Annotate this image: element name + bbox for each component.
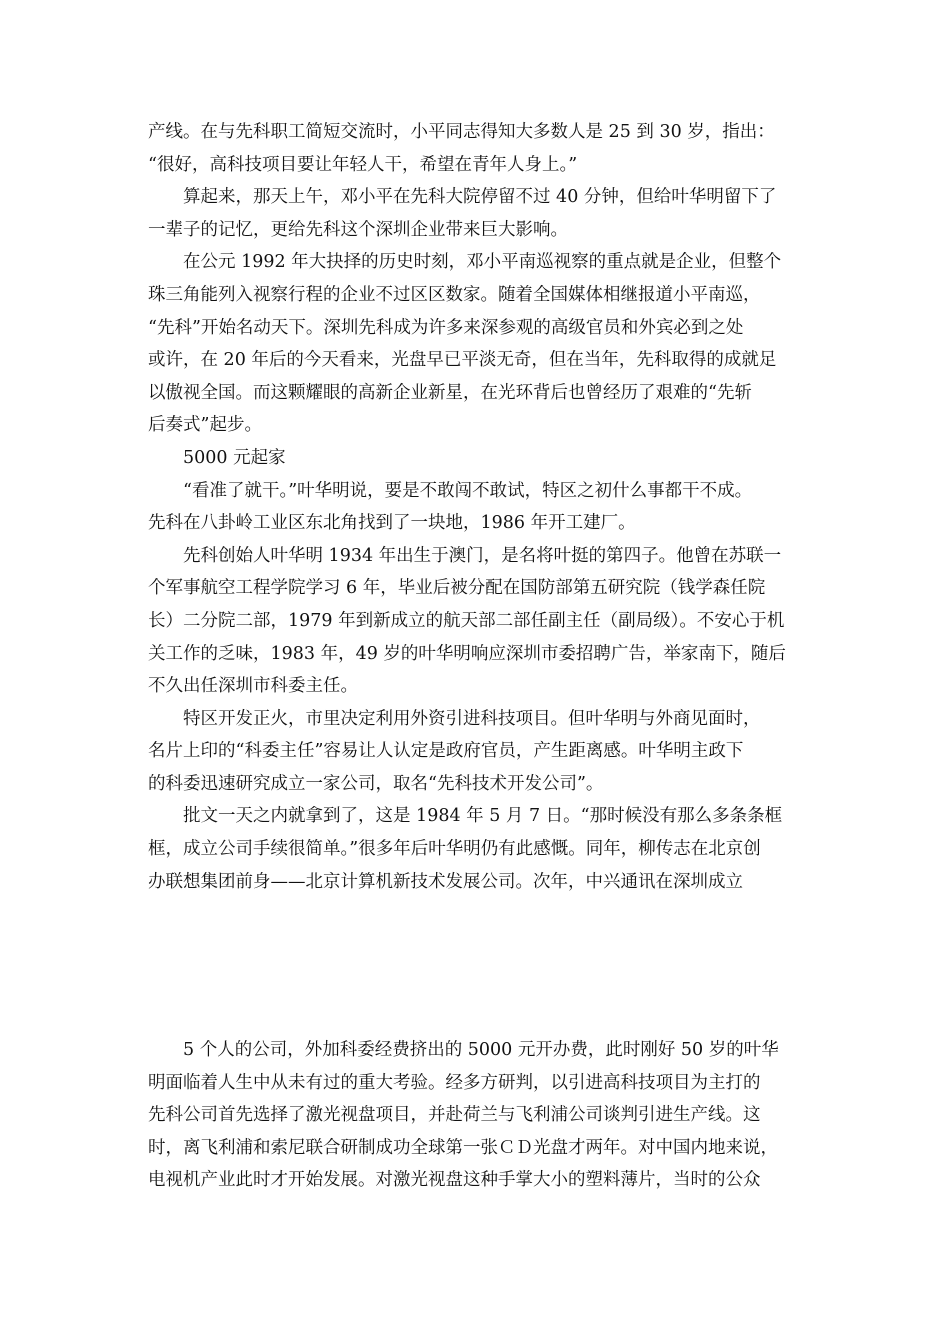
text-line: 珠三角能列入视察行程的企业不过区区数家。随着全国媒体相继报道小平南巡，	[148, 284, 761, 305]
text-line: 时，离飞利浦和索尼联合研制成功全球第一张ＣＤ光盘才两年。对中国内地来说，	[148, 1137, 778, 1158]
text-line: “先科”开始名动天下。深圳先科成为许多来深参观的高级官员和外宾必到之处	[148, 317, 744, 338]
text-block-upper	[148, 116, 808, 898]
text-line: 的科委迅速研究成立一家公司，取名“先科技术开发公司”。	[148, 773, 604, 794]
text-line: “看准了就干。”叶华明说，要是不敢闯不敢试，特区之初什么事都干不成。	[183, 480, 753, 501]
text-line: 框，成立公司手续很简单。”很多年后叶华明仍有此感慨。同年，柳传志在北京创	[148, 839, 761, 860]
text-block-lower	[148, 1034, 808, 1197]
text-line: 后奏式”起步。	[148, 415, 262, 436]
text-line: 关工作的乏味，1983 年，49 岁的叶华明响应深圳市委招聘广告，举家南下，随后	[148, 643, 786, 664]
text-line: 明面临着人生中从未有过的重大考验。经多方研判，以引进高科技项目为主打的	[148, 1072, 761, 1093]
text-line: 长）二分院二部，1979 年到新成立的航天部二部任副主任（副局级）。不安心于机	[148, 610, 785, 631]
text-line: 5 个人的公司，外加科委经费挤出的 5000 元开办费，此时刚好 50 岁的叶华	[183, 1040, 779, 1060]
text-line: 一辈子的记忆，更给先科这个深圳企业带来巨大影响。	[148, 219, 568, 240]
text-line: 先科在八卦岭工业区东北角找到了一块地，1986 年开工建厂。	[148, 513, 636, 534]
text-line: 5000 元起家	[183, 447, 286, 468]
text-line: 先科公司首先选择了激光视盘项目，并赴荷兰与飞利浦公司谈判引进生产线。这	[148, 1105, 761, 1126]
text-line: 批文一天之内就拿到了，这是 1984 年 5 月 7 日。“那时候没有那么多条条框	[183, 806, 783, 827]
text-line: 特区开发正火，市里决定利用外资引进科技项目。但叶华明与外商见面时，	[183, 708, 761, 729]
text-line: 电视机产业此时才开始发展。对激光视盘这种手掌大小的塑料薄片，当时的公众	[148, 1170, 761, 1191]
text-line: 以傲视全国。而这颗耀眼的高新企业新星，在光环背后也曾经历了艰难的“先斩	[148, 382, 752, 403]
text-line: 办联想集团前身——北京计算机新技术发展公司。次年，中兴通讯在深圳成立	[148, 871, 743, 892]
text-line: 或许，在 20 年后的今天看来，光盘早已平淡无奇，但在当年，先科取得的成就足	[148, 350, 777, 371]
text-line: 在公元 1992 年大抉择的历史时刻，邓小平南巡视察的重点就是企业，但整个	[183, 252, 782, 273]
text-line: 先科创始人叶华明 1934 年出生于澳门，是名将叶挺的第四子。他曾在苏联一	[183, 545, 782, 566]
text-line: 产线。在与先科职工简短交流时，小平同志得知大多数人是 25 到 30 岁，指出：	[148, 122, 775, 142]
text-line: “很好，高科技项目要让年轻人干，希望在青年人身上。”	[148, 154, 578, 175]
text-line: 名片上印的“科委主任”容易让人认定是政府官员，产生距离感。叶华明主政下	[148, 741, 744, 762]
text-line: 个军事航空工程学院学习 6 年，毕业后被分配在国防部第五研究院（钱学森任院	[148, 578, 766, 599]
text-line: 不久出任深圳市科委主任。	[148, 676, 358, 697]
text-line: 算起来，那天上午，邓小平在先科大院停留不过 40 分钟，但给叶华明留下了	[183, 187, 777, 208]
